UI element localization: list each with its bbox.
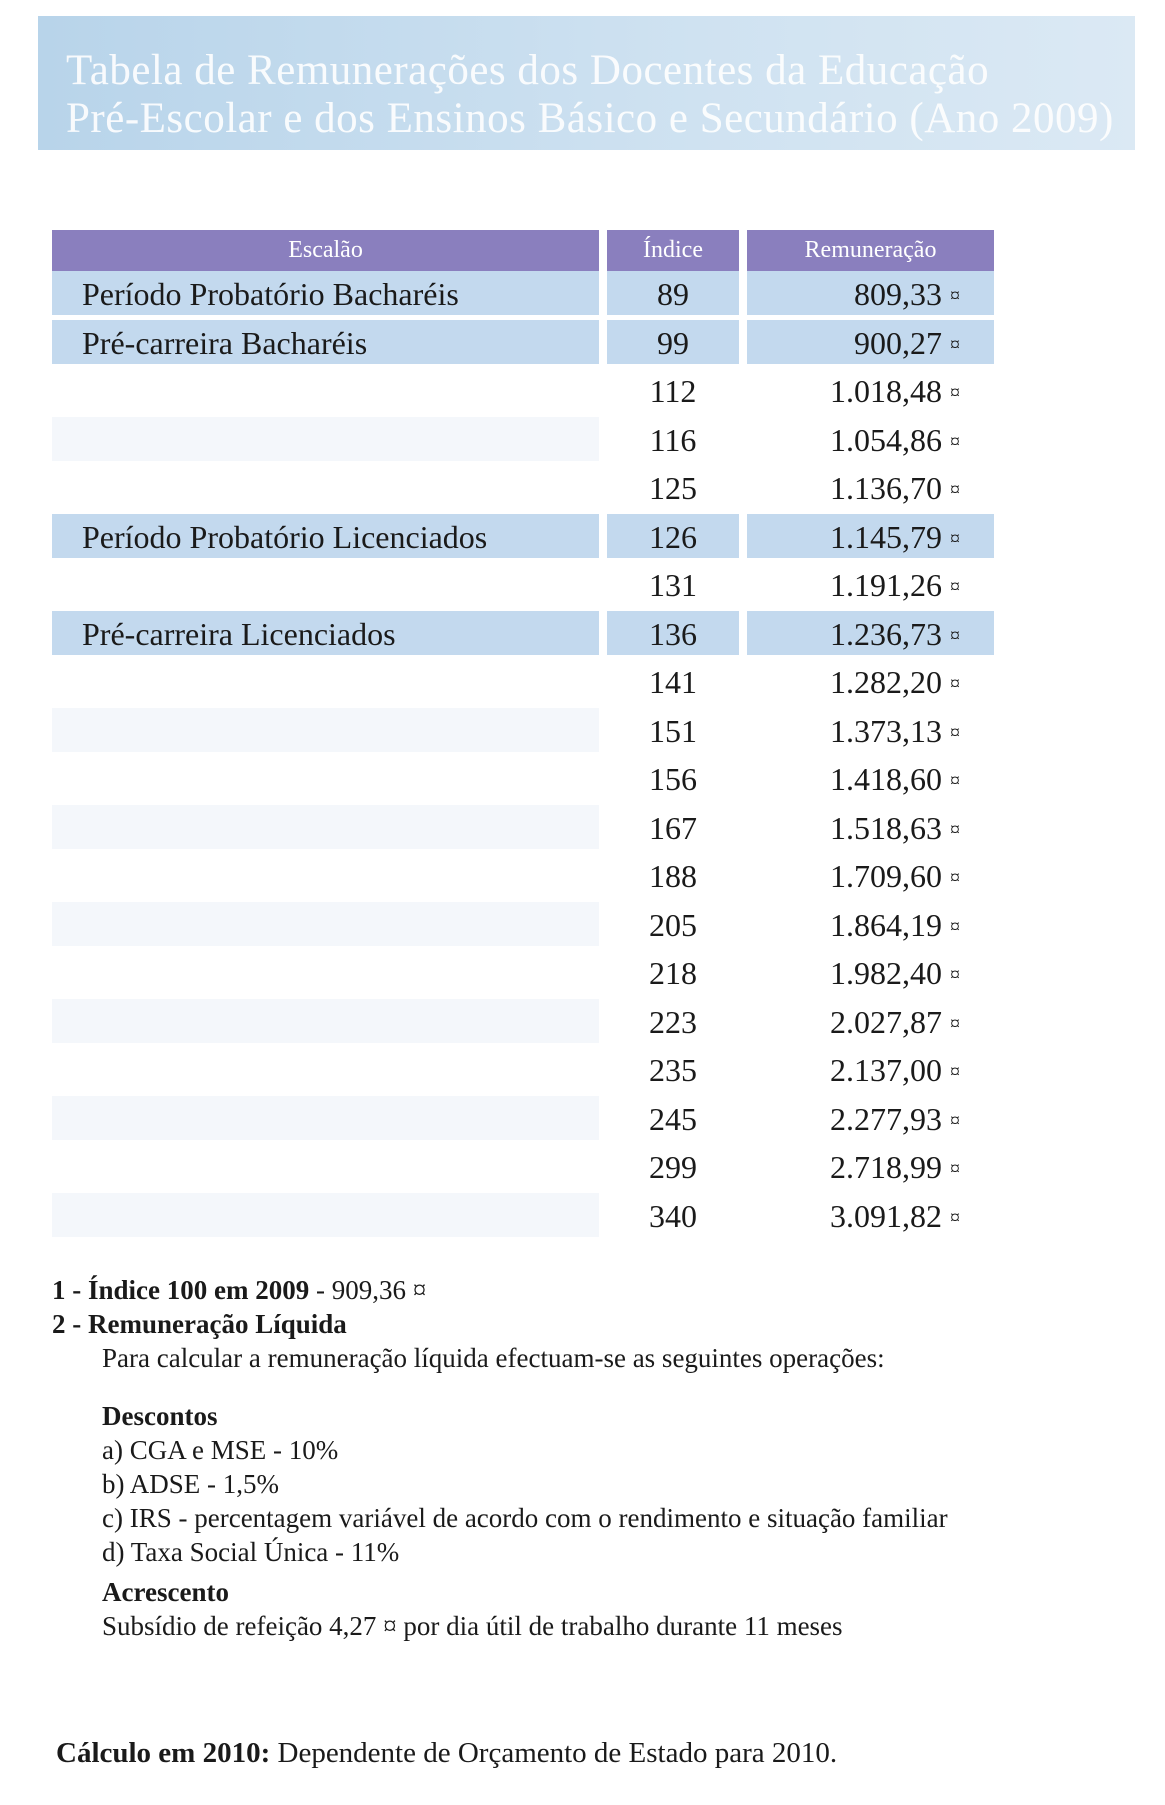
remuneracao-value: 2.027,87 <box>830 1003 942 1040</box>
cell-escalao <box>52 417 599 461</box>
currency-icon: ¤ <box>950 721 960 744</box>
remuneracao-value: 1.373,13 <box>830 712 942 749</box>
table-row <box>52 999 994 1048</box>
cell-escalao <box>52 708 599 752</box>
note-1 <box>52 1273 1112 1307</box>
remuneracao-value: 1.191,26 <box>830 567 942 603</box>
table-row <box>52 1047 994 1096</box>
cell-escalao <box>52 1047 599 1091</box>
remuneracao-value: 1.236,73 <box>830 615 942 652</box>
cell-indice: 188 <box>649 858 697 894</box>
table-row <box>52 514 994 563</box>
remuneracao-value: 2.277,93 <box>830 1100 942 1137</box>
remuneracao-value: 1.136,70 <box>830 470 942 506</box>
cell-remuneracao <box>747 1096 994 1140</box>
remuneracao-value: 1.982,40 <box>830 955 942 991</box>
cell-escalao <box>52 999 599 1043</box>
cell-remuneracao <box>747 271 994 315</box>
table-row <box>52 756 994 805</box>
currency-icon: ¤ <box>950 527 960 550</box>
cell-indice: 167 <box>649 809 697 846</box>
header-indice: Índice <box>607 230 739 271</box>
cell-escalao <box>52 1096 599 1140</box>
footer-label: Cálculo em 2010: <box>56 1737 271 1769</box>
cell-remuneracao <box>747 611 994 655</box>
cell-indice: 126 <box>607 514 739 558</box>
table-row <box>52 1144 994 1193</box>
remuneracao-value: 1.864,19 <box>830 906 942 943</box>
footer-text: Dependente de Orçamento de Estado para 2010. <box>270 1737 838 1769</box>
note-2-number: 2 - <box>52 1309 82 1339</box>
cell-indice: 136 <box>607 611 739 655</box>
cell-indice: 131 <box>649 567 697 603</box>
desconto-item: d) Taxa Social Única - 11% <box>102 1537 400 1567</box>
currency-icon: ¤ <box>950 576 960 598</box>
salary-table <box>52 230 994 1241</box>
remuneracao-value: 1.054,86 <box>830 421 942 458</box>
table-body <box>52 271 994 1241</box>
remuneracao-value: 1.709,60 <box>830 858 942 894</box>
cell-indice: 125 <box>649 470 697 506</box>
currency-icon: ¤ <box>950 285 960 307</box>
cell-escalao <box>52 756 599 800</box>
cell-remuneracao <box>747 950 994 994</box>
acrescento-heading: Acrescento <box>102 1577 229 1607</box>
currency-icon: ¤ <box>950 770 960 792</box>
currency-icon: ¤ <box>950 479 960 501</box>
currency-icon: ¤ <box>950 673 960 695</box>
table-row <box>52 902 994 951</box>
remuneracao-value: 809,33 <box>854 276 942 312</box>
cell-remuneracao <box>747 1193 994 1237</box>
cell-remuneracao <box>747 562 994 606</box>
table-row <box>52 417 994 466</box>
title-line-1: Tabela de Remunerações dos Docentes da Educação <box>66 47 990 94</box>
remuneracao-value: 1.418,60 <box>830 761 942 797</box>
descontos-block <box>52 1399 1112 1643</box>
remuneracao-value: 1.282,20 <box>830 664 942 700</box>
table-row <box>52 1193 994 1242</box>
table-row <box>52 611 994 660</box>
title-banner <box>38 16 1135 150</box>
table-row <box>52 853 994 902</box>
acrescento-text: Subsídio de refeição 4,27 ¤ por dia útil de trabalho durante 11 meses <box>102 1611 843 1641</box>
cell-indice: 99 <box>607 320 739 364</box>
cell-indice: 340 <box>649 1197 697 1234</box>
cell-indice: 112 <box>649 373 697 409</box>
desconto-item: a) CGA e MSE - 10% <box>102 1435 339 1465</box>
cell-indice: 151 <box>649 712 697 749</box>
cell-remuneracao <box>747 902 994 946</box>
cell-remuneracao <box>747 659 994 703</box>
note-2 <box>52 1307 1112 1341</box>
footer-note <box>56 1737 837 1770</box>
cell-escalao: Pré-carreira Licenciados <box>52 611 599 655</box>
cell-remuneracao <box>747 320 994 364</box>
cell-remuneracao <box>747 853 994 897</box>
cell-escalao <box>52 902 599 946</box>
cell-indice: 205 <box>649 906 697 943</box>
note-2-title: Remuneração Líquida <box>88 1309 347 1339</box>
currency-icon: ¤ <box>950 382 960 404</box>
title-line-2: Pré-Escolar e dos Ensinos Básico e Secundário (Ano 2009) <box>66 95 1114 142</box>
cell-indice: 235 <box>649 1052 697 1088</box>
table-row <box>52 950 994 999</box>
cell-escalao: Período Probatório Licenciados <box>52 514 599 558</box>
remuneracao-value: 3.091,82 <box>830 1197 942 1234</box>
cell-remuneracao <box>747 465 994 509</box>
cell-escalao <box>52 659 599 703</box>
currency-icon: ¤ <box>950 1158 960 1180</box>
note-1-value: - 909,36 ¤ <box>309 1275 427 1305</box>
currency-icon: ¤ <box>950 818 960 841</box>
table-row <box>52 465 994 514</box>
table-row <box>52 271 994 320</box>
cell-escalao <box>52 1144 599 1188</box>
currency-icon: ¤ <box>950 915 960 938</box>
table-row <box>52 805 994 854</box>
currency-icon: ¤ <box>950 1109 960 1132</box>
cell-remuneracao <box>747 1144 994 1188</box>
header-remuneracao: Remuneração <box>747 230 994 271</box>
remuneracao-value: 1.018,48 <box>830 373 942 409</box>
cell-remuneracao <box>747 1047 994 1091</box>
currency-icon: ¤ <box>950 430 960 453</box>
currency-icon: ¤ <box>950 1061 960 1083</box>
cell-escalao <box>52 562 599 606</box>
cell-indice: 116 <box>649 421 697 458</box>
remuneracao-value: 2.137,00 <box>830 1052 942 1088</box>
desconto-item: b) ADSE - 1,5% <box>102 1469 279 1499</box>
cell-indice: 141 <box>649 664 697 700</box>
cell-escalao: Período Probatório Bacharéis <box>52 271 599 315</box>
note-1-number: 1 - <box>52 1275 82 1305</box>
descontos-heading: Descontos <box>102 1401 218 1431</box>
cell-indice: 245 <box>649 1100 697 1137</box>
notes-section <box>52 1273 1112 1643</box>
table-row <box>52 320 994 369</box>
cell-escalao: Pré-carreira Bacharéis <box>52 320 599 364</box>
cell-indice: 89 <box>607 271 739 315</box>
cell-remuneracao <box>747 805 994 849</box>
currency-icon: ¤ <box>950 1012 960 1035</box>
remuneracao-value: 2.718,99 <box>830 1149 942 1185</box>
table-row <box>52 1096 994 1145</box>
cell-remuneracao <box>747 417 994 461</box>
header-escalao: Escalão <box>52 230 599 271</box>
note-1-title: Índice 100 em 2009 <box>88 1275 310 1305</box>
cell-indice: 218 <box>649 955 697 991</box>
table-row <box>52 708 994 757</box>
cell-remuneracao <box>747 514 994 558</box>
cell-escalao <box>52 465 599 509</box>
currency-icon: ¤ <box>950 333 960 356</box>
cell-remuneracao <box>747 368 994 412</box>
cell-escalao <box>52 1193 599 1237</box>
remuneracao-value: 1.145,79 <box>830 518 942 555</box>
cell-escalao <box>52 368 599 412</box>
cell-escalao <box>52 805 599 849</box>
table-row <box>52 368 994 417</box>
cell-indice: 299 <box>649 1149 697 1185</box>
cell-indice: 156 <box>649 761 697 797</box>
table-row <box>52 659 994 708</box>
remuneracao-value: 1.518,63 <box>830 809 942 846</box>
cell-remuneracao <box>747 999 994 1043</box>
remuneracao-value: 900,27 <box>854 324 942 361</box>
table-row <box>52 562 994 611</box>
currency-icon: ¤ <box>950 624 960 647</box>
cell-remuneracao <box>747 708 994 752</box>
cell-remuneracao <box>747 756 994 800</box>
currency-icon: ¤ <box>950 964 960 986</box>
cell-indice: 223 <box>649 1003 697 1040</box>
desconto-item: c) IRS - percentagem variável de acordo com o rendimento e situação familiar <box>102 1503 948 1533</box>
currency-icon: ¤ <box>950 867 960 889</box>
note-2-intro: Para calcular a remuneração líquida efectuam-se as seguintes operações: <box>102 1343 885 1373</box>
cell-escalao <box>52 950 599 994</box>
cell-escalao <box>52 853 599 897</box>
currency-icon: ¤ <box>950 1206 960 1229</box>
table-header <box>52 230 994 271</box>
